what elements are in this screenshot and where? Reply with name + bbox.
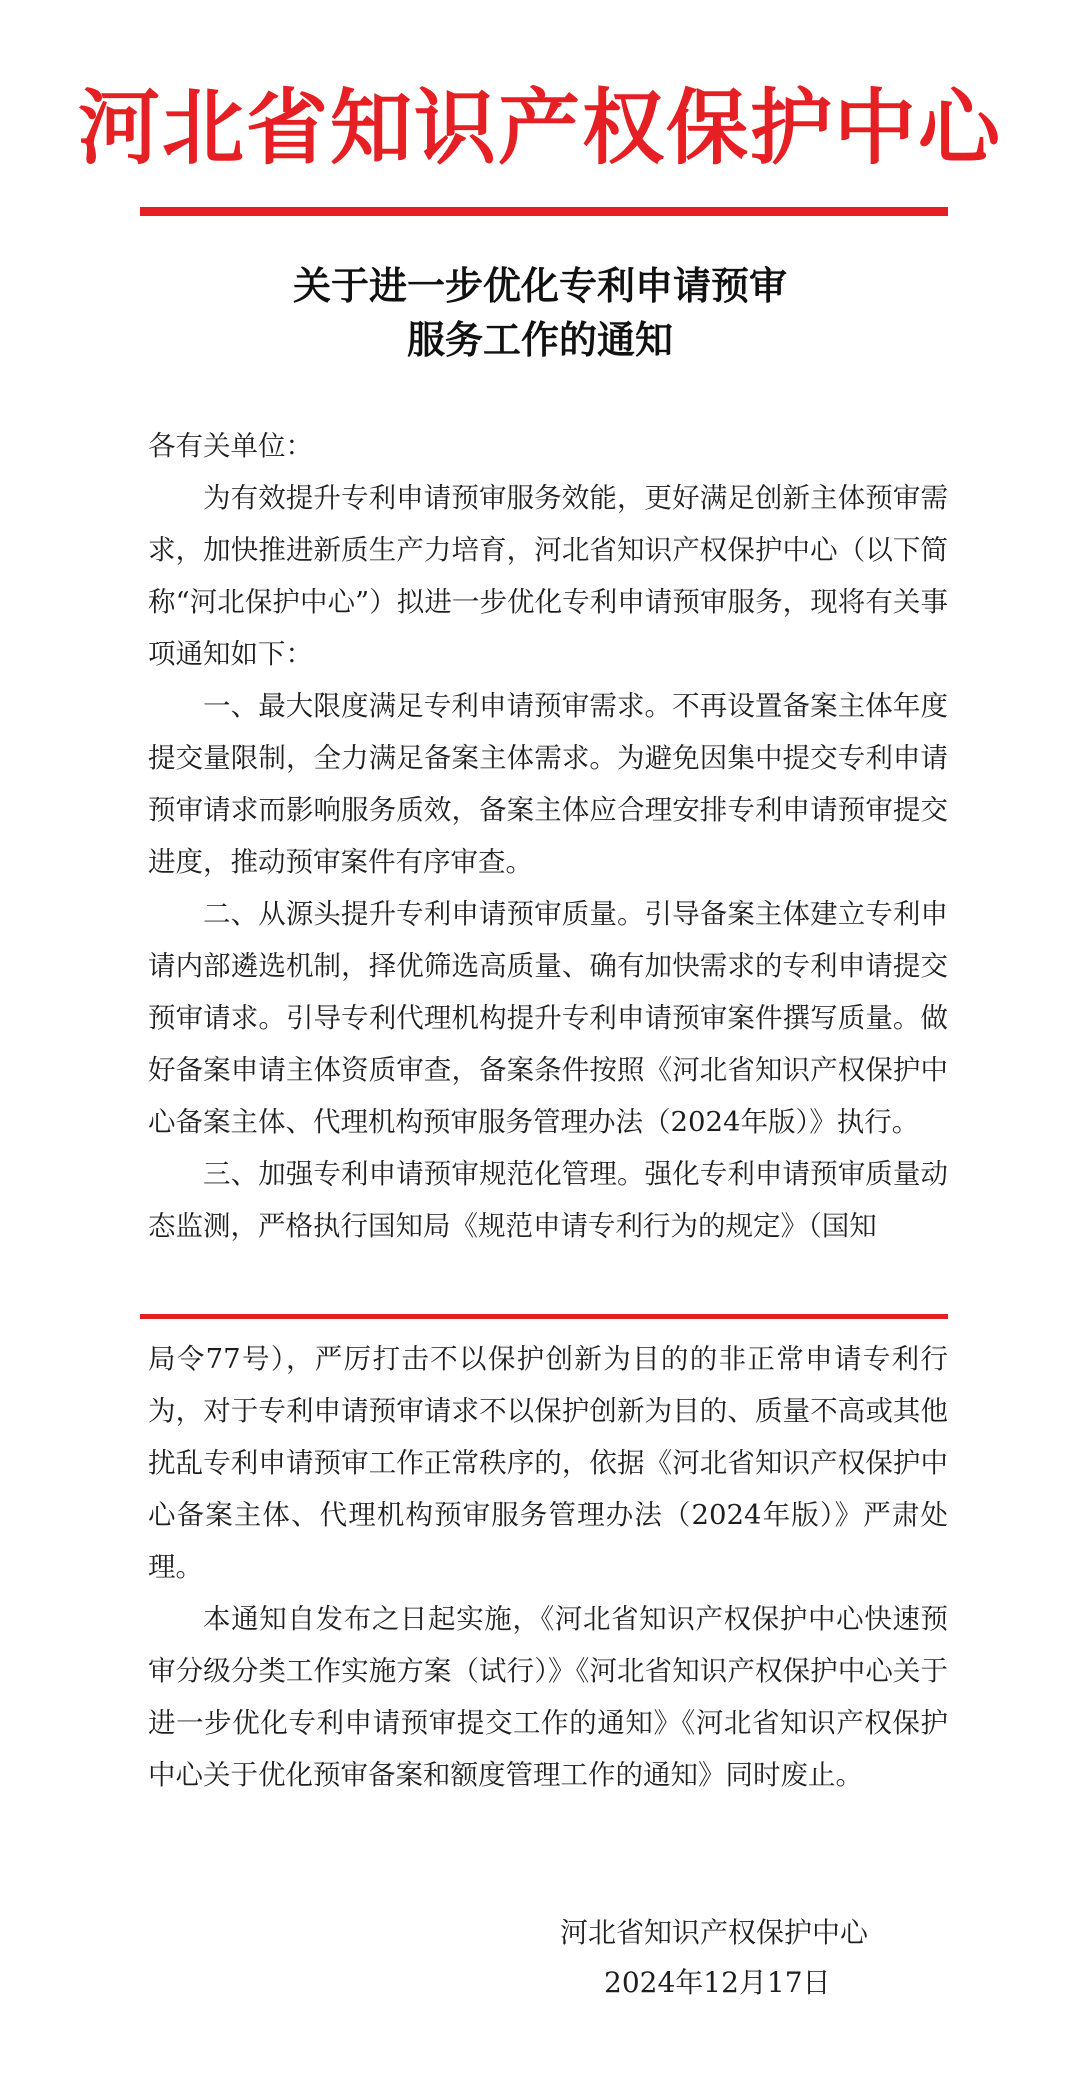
paragraph-item-3-part-1: 三、加强专利申请预审规范化管理。强化专利申请预审质量动态监测，严格执行国知局《规范申请专利行为的规定》（国知 [148, 1158, 948, 1242]
document-body-upper [148, 420, 948, 1252]
paragraph-item-2: 二、从源头提升专利申请预审质量。引导备案主体建立专利申请内部遴选机制，择优筛选高质量、确有加快需求的专利申请提交预审请求。引导专利代理机构提升专利申请预审案件撰写质量。做好备案申请主体资质审查，备案条件按照《河北省知识产权保护中心备案主体、代理机构预审服务管理办法（2024年版）》执行。 [148, 898, 948, 1138]
page-break-red-rule [140, 1314, 948, 1319]
paragraph-intro: 为有效提升专利申请预审服务效能，更好满足创新主体预审需求，加快推进新质生产力培育，河北省知识产权保护中心（以下简称“河北保护中心”）拟进一步优化专利申请预审服务，现将有关事项通知如下： [148, 482, 948, 670]
signature-organization: 河北省知识产权保护中心 [560, 1916, 869, 1949]
document-masthead: 河北省知识产权保护中心 [77, 80, 1002, 176]
paragraph-closing: 本通知自发布之日起实施，《河北省知识产权保护中心快速预审分级分类工作实施方案（试行）》《河北省知识产权保护中心关于进一步优化专利申请预审提交工作的通知》《河北省知识产权保护中心关于优化预审备案和额度管理工作的通知》同时废止。 [148, 1603, 948, 1791]
document-body-lower [148, 1333, 948, 1801]
salutation: 各有关单位： [148, 430, 313, 462]
document-title-line-1: 关于进一步优化专利申请预审 [292, 263, 787, 308]
signature-date: 2024年12月17日 [604, 1966, 831, 1999]
paragraph-item-3-part-2: 局令77号），严厉打击不以保护创新为目的的非正常申请专利行为，对于专利申请预审请求不以保护创新为目的、质量不高或其他扰乱专利申请预审工作正常秩序的，依据《河北省知识产权保护中心备案主体、代理机构预审服务管理办法（2024年版）》严肃处理。 [148, 1343, 948, 1583]
paragraph-item-1: 一、最大限度满足专利申请预审需求。不再设置备案主体年度提交量限制，全力满足备案主体需求。为避免因集中提交专利申请预审请求而影响服务质效，备案主体应合理安排专利申请预审提交进度，推动预审案件有序审查。 [148, 690, 948, 878]
masthead-red-rule [140, 207, 948, 216]
document-title-line-2: 服务工作的通知 [406, 317, 673, 362]
